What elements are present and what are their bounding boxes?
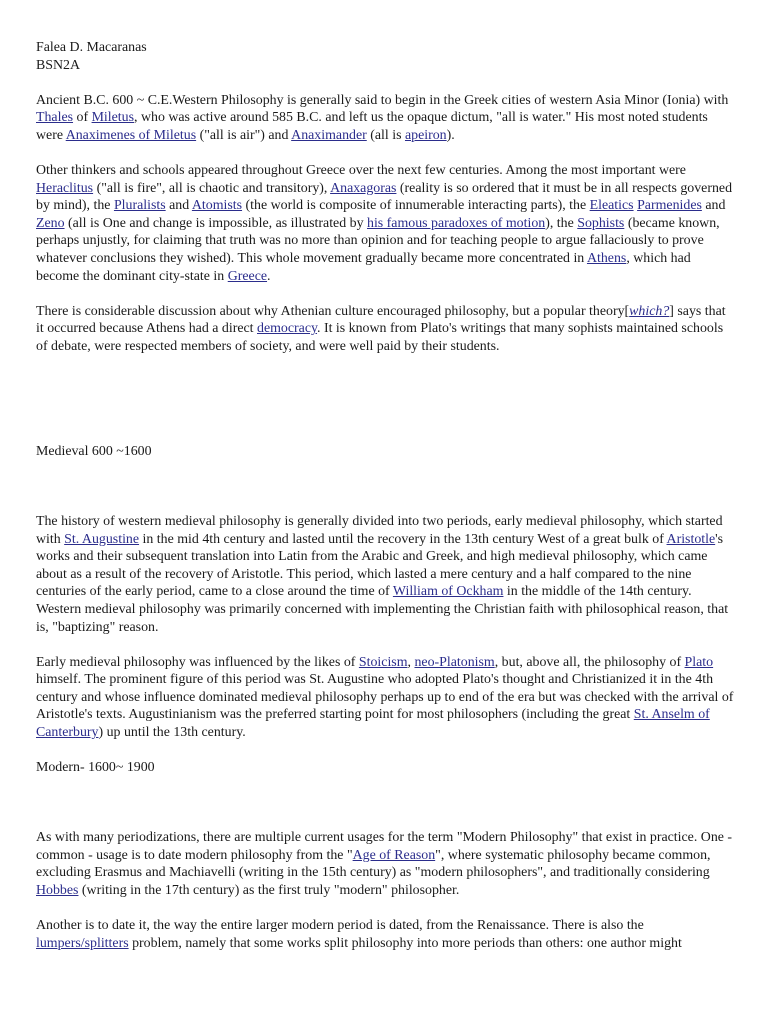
hyperlink-sophists[interactable]: Sophists xyxy=(577,215,625,231)
text-run: (reality is so ordered that it must be in all respects governed by mind), the xyxy=(36,180,733,214)
text-run: and xyxy=(165,198,192,214)
text-run: (the world is composite of innumerable interacting parts), the xyxy=(242,198,590,214)
hyperlink-anaximenes-of-miletus[interactable]: Anaximenes of Miletus xyxy=(65,127,197,143)
modern-paragraph-2 xyxy=(36,917,736,952)
text-run: (became known, perhaps unjustly, for claiming that truth was no more than opinion and for teaching people to argue fallaciously to prove whatever conclusions they wished). This whole movement gradually became more concentrated in xyxy=(36,215,720,266)
text-run: (all is One and change is impossible, as illustrated by xyxy=(64,215,367,231)
medieval-paragraph-1 xyxy=(36,513,736,636)
hyperlink-miletus[interactable]: Miletus xyxy=(91,110,135,126)
text-run: Another is to date it, the way the entire larger modern period is dated, from the Renaissance. There is also the xyxy=(36,918,644,934)
modern-heading: Modern- 1600~ 1900 xyxy=(36,760,155,776)
text-run: ), the xyxy=(545,215,578,231)
medieval-heading: Medieval 600 ~1600 xyxy=(36,443,152,459)
hyperlink-neo-platonism[interactable]: neo-Platonism xyxy=(414,654,495,670)
text-run: 's works and their subsequent translation into Latin from the Arabic and Greek, and high medieval philosophy, which came about as a result of the recovery of Aristotle. This period, which lasted a mere century and a half compared to the nine centuries of the early period, came to a close around the time of xyxy=(36,531,724,600)
text-run: ) up until the 13th century. xyxy=(98,725,246,741)
text-run: and xyxy=(701,198,726,214)
text-run: in the middle of the 14th century. Western medieval philosophy was primarily concerned with implementing the Christian faith with philosophical reason, that is, "baptizing" reason. xyxy=(36,584,729,635)
text-run: , who was active around 585 B.C. and left us the opaque dictum, "all is water." His most noted students were xyxy=(36,110,708,143)
hyperlink-plato[interactable]: Plato xyxy=(684,654,714,670)
text-run: . xyxy=(267,268,271,284)
hyperlink-aristotle[interactable]: Aristotle xyxy=(666,531,716,547)
text-run: As with many periodizations, there are multiple current usages for the term "Modern Philosophy" that exist in practice. One - common - usage is to date modern philosophy from the " xyxy=(36,830,733,863)
text-run: ", where systematic philosophy became common, excluding Erasmus and Machiavelli (writing in the 15th century) as "modern philosophers", and traditionally considering xyxy=(36,847,711,881)
text-run: himself. The prominent figure of this period was St. Augustine who adopted Plato's thought and Christianized it in the 4th century and whose influence dominated medieval philosophy perhaps up to end of the era but was checked with the arrival of Aristotle's texts. Augustinianism was the preferred starting point for most philosophers (including the great xyxy=(36,672,734,723)
hyperlink-st-anselm-of-canterbury[interactable]: St. Anselm of Canterbury xyxy=(36,707,710,741)
hyperlink-william-of-ockham[interactable]: William of Ockham xyxy=(392,584,504,600)
hyperlink-athens[interactable]: Athens xyxy=(586,250,627,266)
hyperlink-age-of-reason[interactable]: Age of Reason xyxy=(352,847,436,863)
section-code: BSN2A xyxy=(36,57,80,73)
text-run: of xyxy=(73,110,92,126)
ancient-paragraph-1 xyxy=(36,92,736,145)
text-run: problem, namely that some works split philosophy into more periods than others: one author might xyxy=(128,935,682,951)
hyperlink-his-famous-paradoxes-of-motion[interactable]: his famous paradoxes of motion xyxy=(367,215,546,231)
hyperlink-which[interactable]: which? xyxy=(629,303,670,319)
hyperlink-anaxagoras[interactable]: Anaxagoras xyxy=(330,180,397,196)
medieval-paragraph-2 xyxy=(36,654,736,742)
ancient-paragraph-3 xyxy=(36,303,736,356)
text-run: ("all is air") and xyxy=(196,127,292,143)
text-run: Early medieval philosophy was influenced by the likes of xyxy=(36,654,359,670)
text-run: ("all is fire", all is chaotic and transitory), xyxy=(93,180,331,196)
modern-paragraph-1 xyxy=(36,829,736,899)
hyperlink-hobbes[interactable]: Hobbes xyxy=(36,883,79,898)
hyperlink-anaximander[interactable]: Anaximander xyxy=(291,127,367,143)
text-run: Other thinkers and schools appeared throughout Greece over the next few centuries. Among the most important were xyxy=(36,162,686,178)
text-run: (all is xyxy=(366,127,405,143)
text-run: in the mid 4th century and lasted until the recovery in the 13th century West of a great bulk of xyxy=(139,531,667,547)
text-run: , xyxy=(407,654,415,670)
text-run: (writing in the 17th century) as the first truly "modern" philosopher. xyxy=(78,883,460,898)
hyperlink-st-augustine[interactable]: St. Augustine xyxy=(64,531,140,547)
hyperlink-greece[interactable]: Greece xyxy=(227,268,268,284)
text-run: Ancient B.C. 600 ~ C.E.Western Philosophy is generally said to begin in the Greek cities of western Asia Minor (Ionia) with xyxy=(36,92,729,108)
text-run: ). xyxy=(446,127,455,143)
hyperlink-democracy[interactable]: democracy xyxy=(257,321,318,337)
hyperlink-stoicism[interactable]: Stoicism xyxy=(358,654,408,670)
hyperlink-thales[interactable]: Thales xyxy=(36,110,74,126)
author-name: Falea D. Macaranas xyxy=(36,40,147,55)
text-run: , which had become the dominant city-state in xyxy=(36,250,691,284)
hyperlink-eleatics[interactable]: Eleatics xyxy=(589,198,634,214)
text-run: . It is known from Plato's writings that many sophists maintained schools of debate, were respected members of society, and were well paid by their students. xyxy=(36,321,724,354)
hyperlink-zeno[interactable]: Zeno xyxy=(36,215,65,231)
ancient-paragraph-2 xyxy=(36,162,736,285)
hyperlink-pluralists[interactable]: Pluralists xyxy=(113,198,166,214)
document-page xyxy=(36,39,736,952)
text-run: The history of western medieval philosophy is generally divided into two periods, early medieval philosophy, which started with xyxy=(36,514,723,547)
hyperlink-atomists[interactable]: Atomists xyxy=(191,198,243,214)
hyperlink-lumpers-splitters[interactable]: lumpers/splitters xyxy=(36,935,129,951)
hyperlink-parmenides[interactable]: Parmenides xyxy=(637,198,702,214)
hyperlink-apeiron[interactable]: apeiron xyxy=(404,127,447,143)
text-run: There is considerable discussion about why Athenian culture encouraged philosophy, but a popular theory[ xyxy=(36,303,630,319)
text-run: ] says that it occurred because Athens had a direct xyxy=(36,303,726,337)
text-run: , but, above all, the philosophy of xyxy=(494,654,685,670)
hyperlink-heraclitus[interactable]: Heraclitus xyxy=(36,180,94,196)
